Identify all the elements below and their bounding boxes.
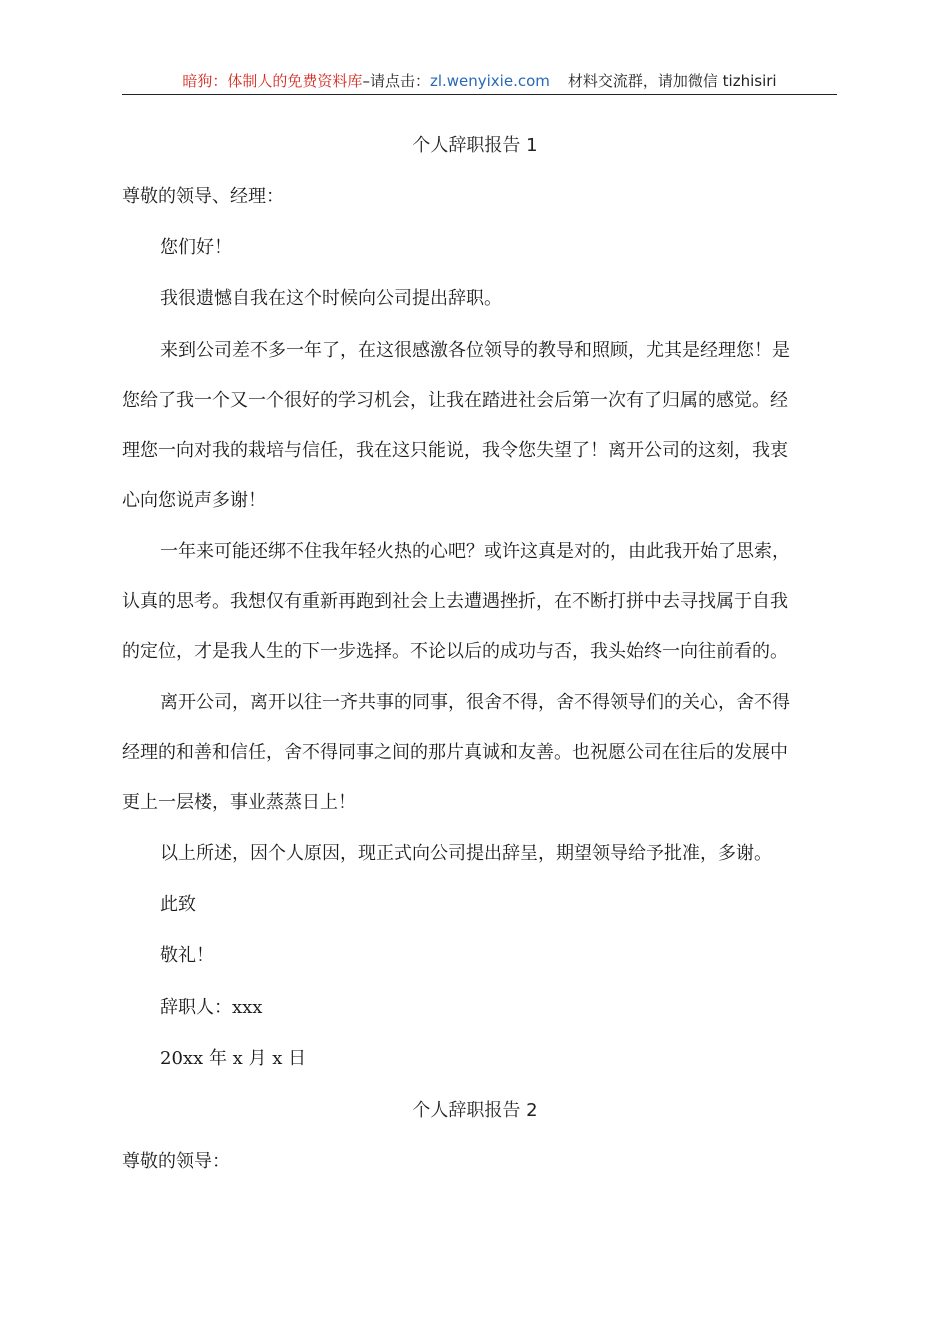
header-brand: 暗狗：体制人的免费资料库 [182, 72, 363, 90]
report1-paragraph-2-line: 您给了我一个又一个很好的学习机会，让我在踏进社会后第一次有了归属的感觉。经 [122, 390, 788, 411]
header-group-text: 材料交流群，请加微信 tizhisiri [567, 72, 777, 90]
report2-salutation: 尊敬的领导： [122, 1151, 230, 1172]
report1-paragraph-4-line: 离开公司，离开以往一齐共事的同事，很舍不得，舍不得领导们的关心，舍不得 [160, 692, 790, 713]
report1-paragraph-1: 我很遗憾自我在这个时候向公司提出辞职。 [160, 288, 502, 309]
report1-closing-2: 敬礼！ [160, 945, 214, 966]
header-url-link[interactable]: zl.wenyixie.com [429, 72, 550, 90]
report1-signer [160, 996, 262, 1020]
report1-closing-1: 此致 [160, 894, 196, 915]
date-month-value: x [232, 1048, 243, 1069]
header-click-prefix: –请点击： [362, 72, 430, 90]
report2-title: 个人辞职报告 2 [412, 1100, 538, 1121]
report1-paragraph-5: 以上所述，因个人原因，现正式向公司提出辞呈，期望领导给予批准，多谢。 [160, 843, 772, 864]
date-day-value: x [272, 1048, 283, 1069]
report1-salutation: 尊敬的领导、经理： [122, 186, 284, 207]
date-year-value: 20xx [160, 1048, 204, 1069]
page-header [122, 68, 837, 95]
report1-paragraph-4-line: 更上一层楼，事业蒸蒸日上！ [122, 792, 356, 813]
report1-paragraph-3-line: 的定位，才是我人生的下一步选择。不论以后的成功与否，我头始终一向往前看的。 [122, 641, 788, 662]
date-month-label: 月 [242, 1048, 273, 1069]
report1-title: 个人辞职报告 1 [412, 135, 538, 156]
report1-paragraph-3-line: 认真的思考。我想仅有重新再跑到社会上去遭遇挫折，在不断打拼中去寻找属于自我 [122, 591, 788, 612]
report1-date [160, 1047, 306, 1071]
signer-label: 辞职人： [160, 997, 232, 1018]
report1-greeting: 您们好！ [160, 237, 232, 258]
report1-paragraph-2-line: 心向您说声多谢！ [122, 490, 266, 511]
report1-paragraph-2-line: 理您一向对我的栽培与信任，我在这只能说，我令您失望了！离开公司的这刻，我衷 [122, 440, 788, 461]
report1-paragraph-2-line: 来到公司差不多一年了，在这很感激各位领导的教导和照顾，尤其是经理您！是 [160, 340, 790, 361]
signer-value: xxx [232, 997, 263, 1018]
date-day-label: 日 [282, 1048, 307, 1069]
date-year-label: 年 [203, 1048, 233, 1069]
report1-paragraph-4-line: 经理的和善和信任，舍不得同事之间的那片真诚和友善。也祝愿公司在往后的发展中 [122, 742, 788, 763]
report1-paragraph-3-line: 一年来可能还绑不住我年轻火热的心吧？或许这真是对的，由此我开始了思索， [160, 541, 790, 562]
